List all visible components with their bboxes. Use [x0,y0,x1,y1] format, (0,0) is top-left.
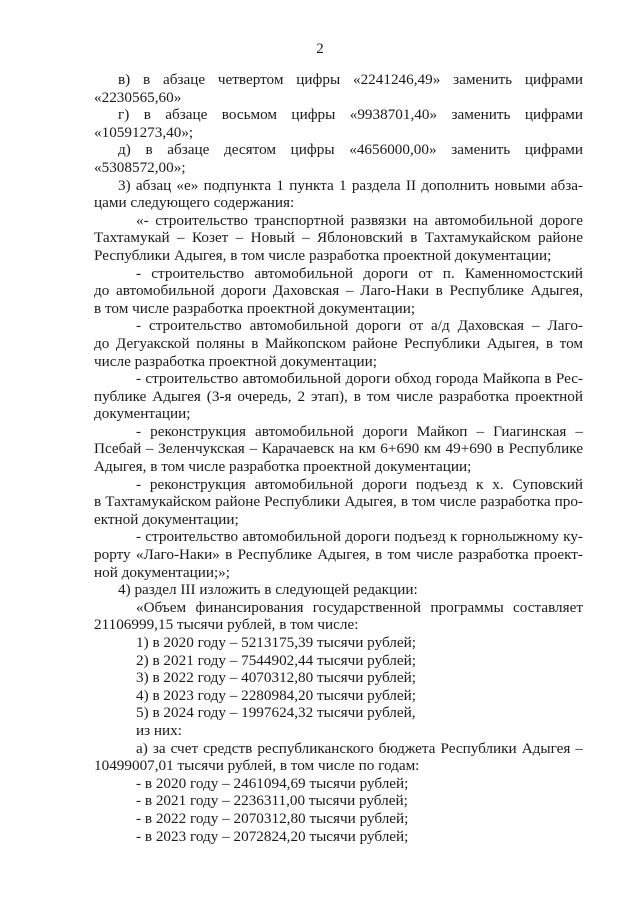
text-line: числе разработка проектной документации; [94,352,377,370]
paragraph [94,141,583,176]
text-line: рорту «Лаго-Наки» в Республике Адыгея, в том числе разработка проект- [94,546,583,564]
paragraph [94,71,583,106]
list-item: 5) в 2024 году – 1997624,32 тысячи рублей, [136,704,416,722]
page-number: 2 [316,41,324,57]
text-line: 10499007,01 тысячи рублей, в том числе по годам: [94,757,420,775]
text-line: г) в абзаце восьмом цифры «9938701,40» заменить цифрами [118,106,583,124]
text-line: «5308572,00»; [94,158,186,176]
text-line: ной документации;»; [94,563,230,581]
text-line: - строительство автомобильной дороги подъезд к горнолыжному ку- [136,528,583,546]
list-item: 3) в 2022 году – 4070312,80 тысячи рублей; [136,669,416,687]
list-item: - в 2020 году – 2461094,69 тысячи рублей; [136,774,409,792]
paragraph [94,265,583,318]
text-line: «10591273,40»; [94,123,194,141]
text-line: цами следующего содержания: [94,194,295,212]
paragraph [94,423,583,476]
text-line: Адыгея, в том числе разработка проектной документации; [94,458,472,476]
text-line: 3) абзац «е» подпункта 1 пункта 1 раздела II дополнить новыми абза- [118,176,583,194]
paragraph [94,212,583,265]
paragraph [94,599,583,634]
text-line: а) за счет средств республиканского бюджета Республики Адыгея – [136,739,583,757]
text-line: Псебай – Зеленчукская – Карачаевск на км 6+690 км 49+690 в Республике [94,440,583,458]
list-item: 1) в 2020 году – 5213175,39 тысячи рублей; [136,634,416,651]
text-line: - строительство автомобильной дороги обход города Майкопа в Рес- [136,370,583,388]
text-line: 21106999,15 тысячи рублей, в том числе: [94,616,359,634]
text-line: «- строительство транспортной развязки на автомобильной дороге [136,211,583,229]
document-body [94,71,583,845]
text-line: из них: [136,721,182,739]
paragraph [94,370,583,423]
text-line: в Тахтамукайском районе Республики Адыгея, в том числе разработка про- [94,493,583,511]
text-line: Тахтамукай – Козет – Новый – Яблоновский в Тахтамукайском районе [94,229,583,247]
text-line: публике Адыгея (3-я очередь, 2 этап), в том числе разработка проектной [94,387,583,405]
text-line: в том числе разработка проектной документации; [94,299,416,317]
list-item: 2) в 2021 году – 7544902,44 тысячи рублей; [136,651,416,669]
text-line: - реконструкция автомобильной дороги подъезд к х. Суповский [136,475,583,493]
list-item: 4) в 2023 году – 2280984,20 тысячи рублей; [136,686,416,704]
text-line: ектной документации; [94,510,239,528]
text-line: «2230565,60» [94,88,182,106]
list-item: - в 2023 году – 2072824,20 тысячи рублей; [136,827,409,845]
list-item: - в 2022 году – 2070312,80 тысячи рублей; [136,809,409,827]
text-line: «Объем финансирования государственной программы составляет [136,598,583,616]
text-line: 4) раздел III изложить в следующей редакции: [118,581,418,599]
text-line: документации; [94,405,191,423]
text-line: - реконструкция автомобильной дороги Майкоп – Гиагинская – [136,422,583,440]
text-line: - строительство автомобильной дороги от п. Каменномостский [136,264,583,282]
text-line: - строительство автомобильной дороги от а/д Даховская – Лаго- [136,317,583,335]
text-line: д) в абзаце десятом цифры «4656000,00» заменить цифрами [118,141,583,159]
paragraph [94,476,583,529]
paragraph [94,528,583,581]
list-item: - в 2021 году – 2236311,00 тысячи рублей; [136,792,408,810]
text-line: Республики Адыгея, в том числе разработка проектной документации; [94,246,552,264]
text-line: до автомобильной дороги Даховская – Лаго-Наки в Республике Адыгея, [94,282,583,300]
paragraph [94,177,583,212]
paragraph [94,106,583,141]
text-line: в) в абзаце четвертом цифры «2241246,49» заменить цифрами [118,71,583,88]
paragraph [94,740,583,775]
paragraph [94,317,583,370]
text-line: до Дегуакской поляны в Майкопском районе Республики Адыгея, в том [94,334,583,352]
paragraph [94,581,583,599]
